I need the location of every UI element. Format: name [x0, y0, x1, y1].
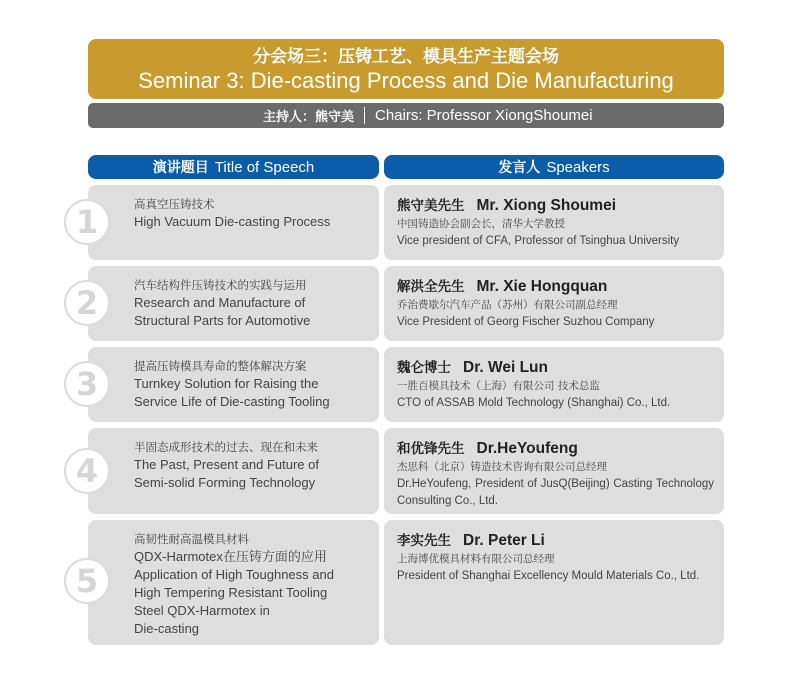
speech-header-en: Title of Speech	[214, 158, 315, 176]
speakers-header	[384, 155, 724, 179]
speech-title-cn: 半固态成形技术的过去、现在和未来	[134, 440, 318, 454]
speaker-name-en: Mr. Xie Hongquan	[476, 278, 608, 295]
speech-header-cn: 演讲题目	[152, 160, 209, 176]
speech-cell	[88, 520, 379, 645]
seminar-title-en: Seminar 3: Die-casting Process and Die Manufacturing	[138, 68, 674, 93]
speech-title-en: Die-casting	[134, 621, 200, 636]
speech-title-cn: 高真空压铸技术	[134, 197, 215, 211]
session-row	[64, 266, 724, 341]
session-row	[64, 185, 724, 260]
speaker-position-en: Vice President of Georg Fischer Suzhou Company	[397, 316, 655, 328]
speech-cell	[88, 347, 379, 422]
speech-cell	[88, 185, 379, 260]
speaker-name-en: Dr.HeYoufeng	[476, 440, 578, 457]
session-row	[64, 347, 724, 422]
speech-title-en: Semi-solid Forming Technology	[134, 475, 316, 490]
speech-title-en: High Tempering Resistant Tooling	[134, 585, 328, 600]
speech-title-en: Application of High Toughness and	[134, 567, 334, 582]
seminar-banner	[88, 39, 724, 99]
speech-title-cn: 提高压铸模具寿命的整体解决方案	[134, 359, 307, 373]
speaker-position-cn: 中国铸造协会副会长，清华大学教授	[397, 218, 565, 230]
session-number: 4	[64, 448, 110, 494]
speaker-name-cn: 魏仑博士	[397, 360, 451, 376]
speaker-name-en: Dr. Wei Lun	[463, 359, 548, 376]
speech-cell	[88, 266, 379, 341]
speech-title-en: QDX-Harmotex在压铸方面的应用	[134, 549, 327, 564]
speaker-cell	[384, 266, 724, 341]
speech-title-en: Steel QDX-Harmotex in	[134, 603, 270, 618]
speaker-position-cn: 一胜百模具技术（上海）有限公司 技术总监	[397, 380, 600, 392]
speaker-name-en: Dr. Peter Li	[463, 532, 545, 549]
speaker-position-en: CTO of ASSAB Mold Technology (Shanghai) Co., Ltd.	[397, 397, 671, 409]
speech-title-en: Service Life of Die-casting Tooling	[134, 394, 330, 409]
chairs-bar	[88, 103, 724, 128]
speech-title-cn: 高韧性耐高温模具材料	[134, 532, 249, 546]
speaker-position-en: Vice president of CFA, Professor of Tsinghua University	[397, 235, 680, 247]
speaker-name-cn: 李实先生	[397, 533, 451, 549]
session-number: 2	[64, 280, 110, 326]
session-row	[64, 520, 724, 645]
speaker-name-en: Mr. Xiong Shoumei	[476, 197, 617, 214]
session-number: 1	[64, 199, 110, 245]
speech-title-en: The Past, Present and Future of	[134, 457, 319, 472]
seminar-title-cn: 分会场三：压铸工艺、模具生产主题会场	[253, 47, 559, 67]
speaker-name-cn: 和优锋先生	[397, 441, 465, 457]
speaker-position-cn: 杰思科（北京）铸造技术咨询有限公司总经理	[397, 461, 607, 473]
speech-title-en: High Vacuum Die-casting Process	[134, 214, 331, 229]
speakers-header-en: Speakers	[546, 158, 610, 176]
speech-title-en: Turnkey Solution for Raising the	[134, 376, 319, 391]
speaker-name-cn: 解洪全先生	[397, 279, 465, 295]
speaker-cell	[384, 428, 724, 514]
speaker-cell	[384, 347, 724, 422]
speaker-cell	[384, 520, 724, 645]
speech-cell	[88, 428, 379, 514]
speakers-header-cn: 发言人	[498, 160, 541, 176]
speaker-position-en: Dr.HeYoufeng, President of JusQ(Beijing) Casting Technology Consulting Co., Ltd.	[397, 478, 714, 507]
speaker-cell	[384, 185, 724, 260]
speaker-position-cn: 乔治费歇尔汽车产品（苏州）有限公司副总经理	[397, 299, 618, 311]
chairs-cn: 主持人：熊守美	[262, 110, 354, 125]
speech-title-en: Structural Parts for Automotive	[134, 313, 311, 328]
session-row	[64, 428, 724, 514]
speaker-position-en: President of Shanghai Excellency Mould Materials Co., Ltd.	[397, 570, 700, 582]
session-number: 3	[64, 361, 110, 407]
speaker-position-cn: 上海博优模具材料有限公司总经理	[397, 553, 555, 565]
chairs-en: Chairs: Professor XiongShoumei	[375, 107, 593, 124]
speech-title-cn: 汽车结构件压铸技术的实践与运用	[134, 278, 307, 292]
speaker-name-cn: 熊守美先生	[397, 198, 465, 214]
session-number: 5	[64, 558, 110, 604]
speech-title-en: Research and Manufacture of	[134, 295, 306, 310]
speech-title-header	[88, 155, 379, 179]
